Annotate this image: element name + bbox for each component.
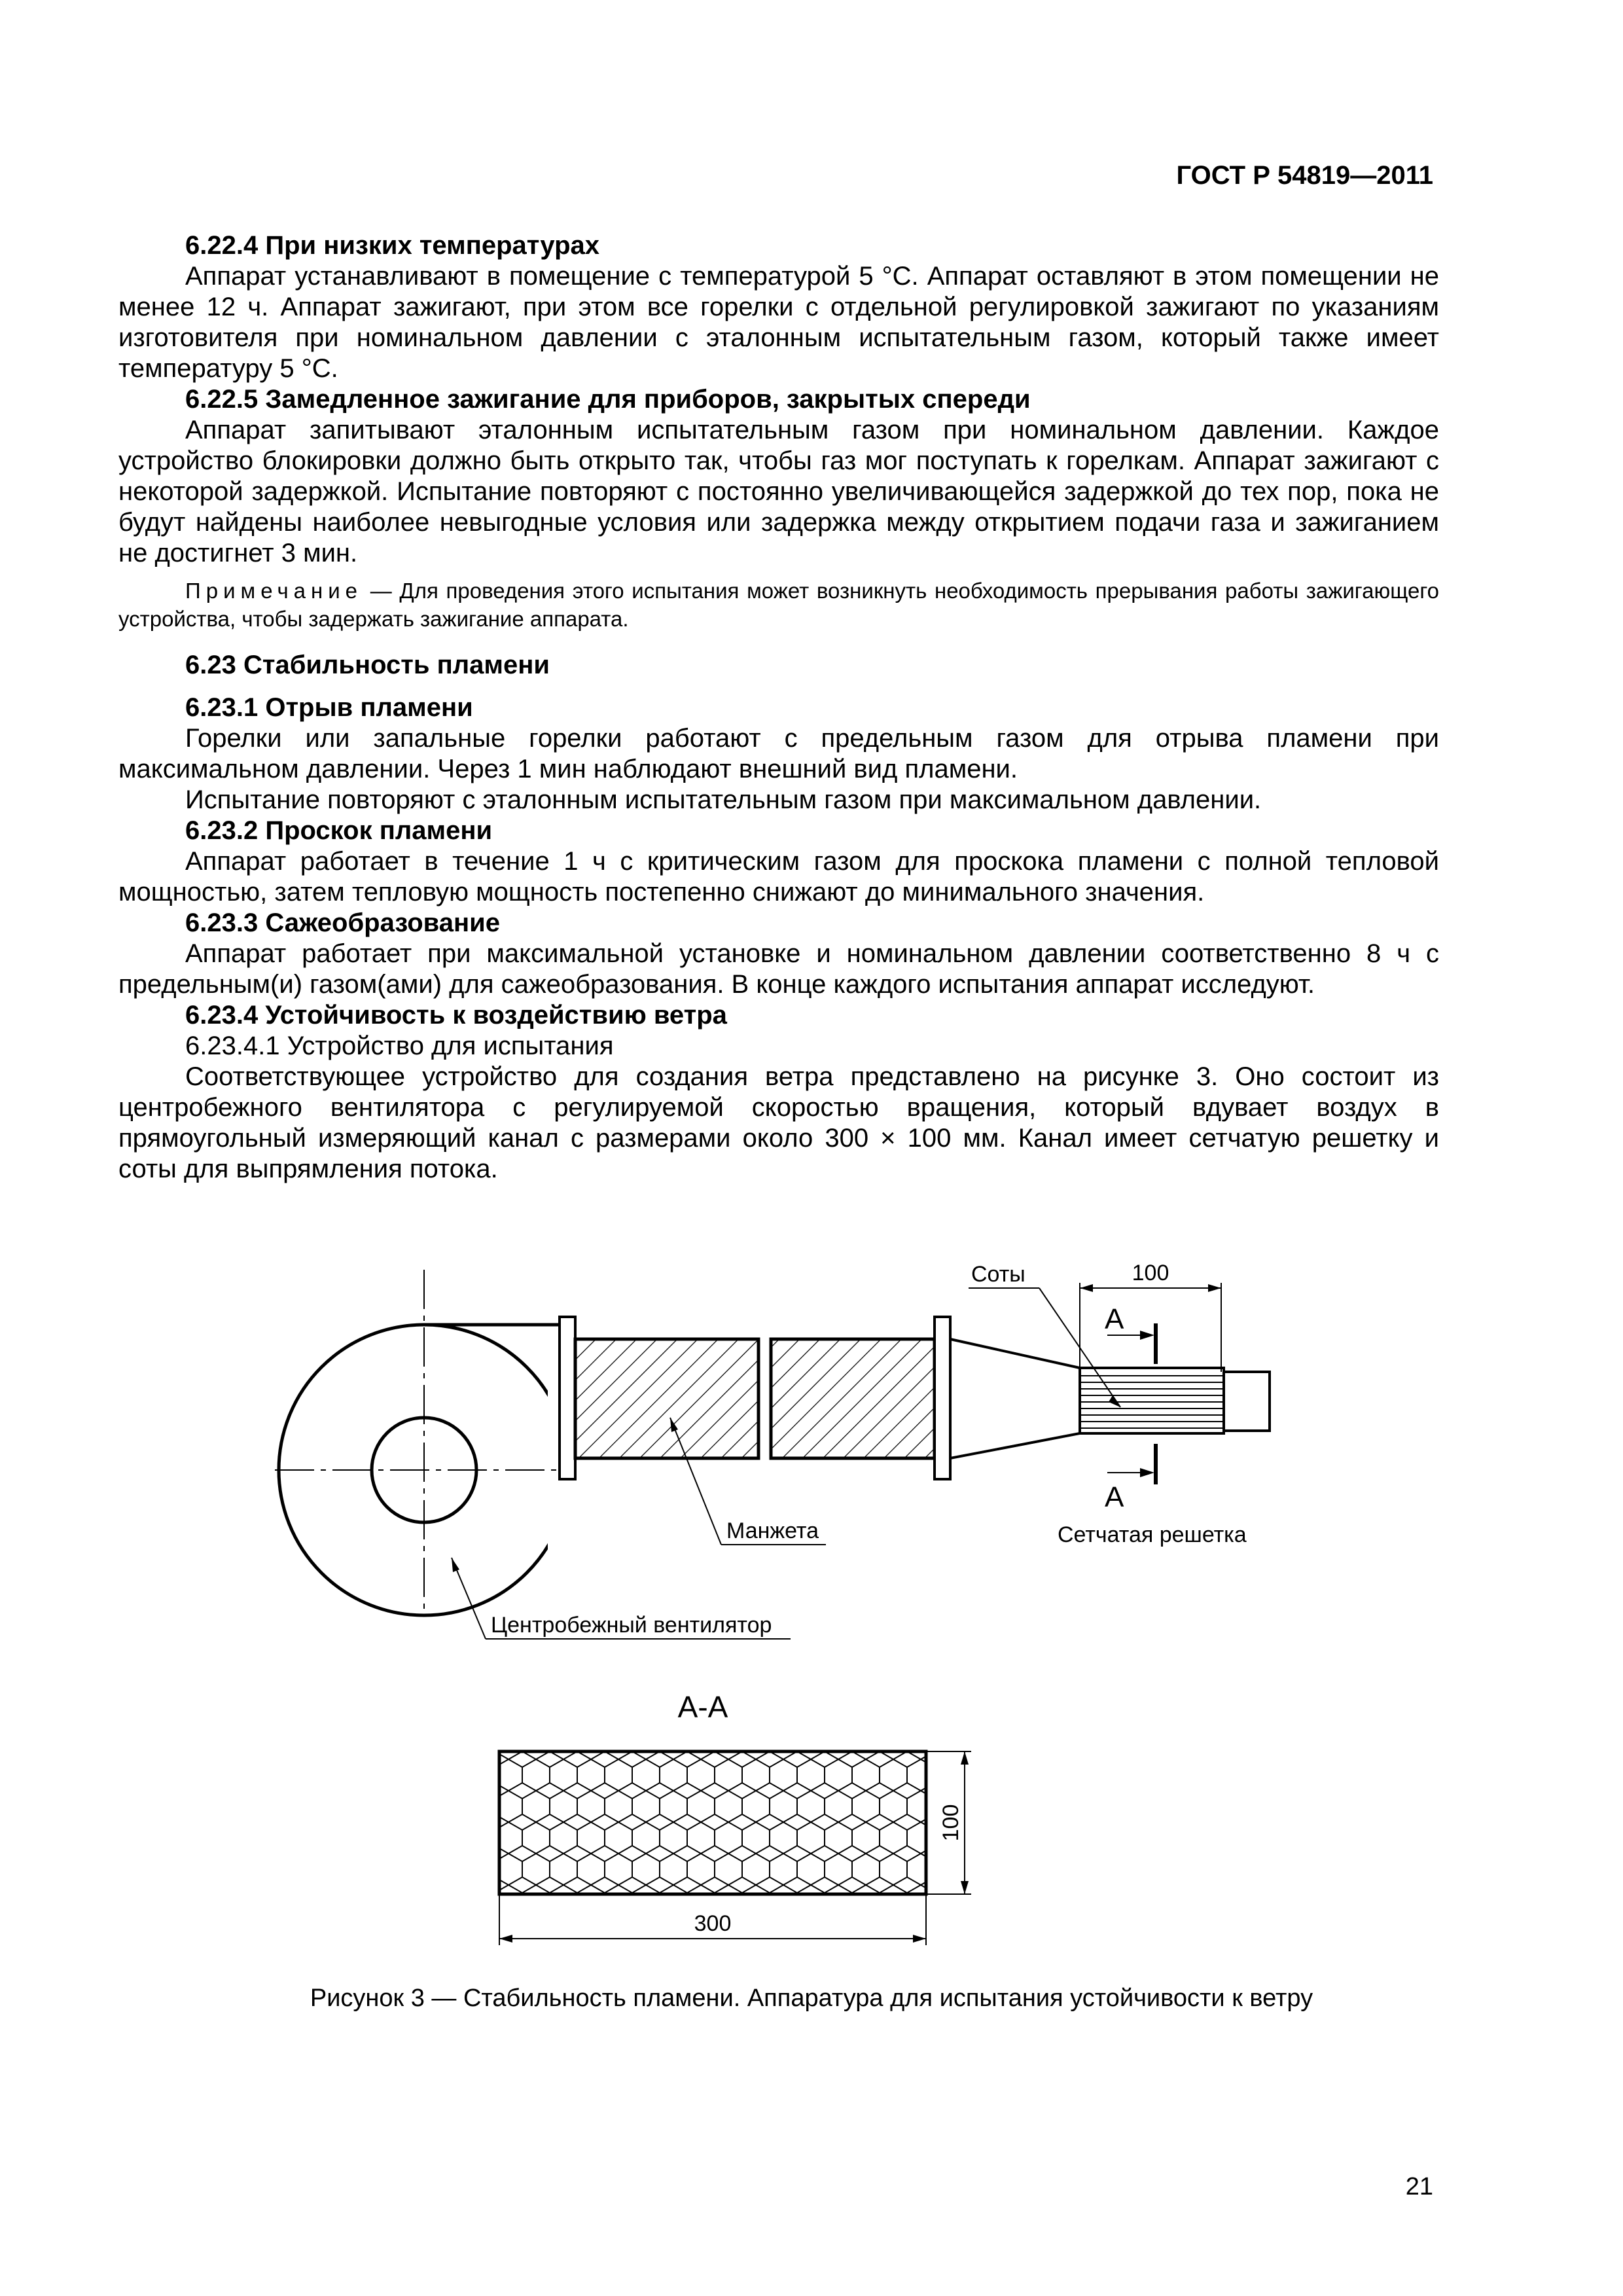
mesh-label: Сетчатая решетка — [1058, 1522, 1247, 1547]
section-6-23-4-1-title: 6.23.4.1 Устройство для испытания — [185, 1031, 614, 1060]
page-number: 21 — [1405, 2173, 1433, 2200]
honeycomb-section — [1080, 1368, 1224, 1433]
section-mark-bottom: А — [1105, 1481, 1124, 1513]
section-6-23-2-title: 6.23.2 Проскок пламени — [185, 816, 493, 845]
outlet-duct — [1224, 1372, 1270, 1431]
dim-arrow-top-right — [1208, 1284, 1221, 1292]
note-label: Примечание — [185, 579, 363, 603]
bottom-dim-arrow-left — [499, 1935, 512, 1943]
fan-label: Центробежный вентилятор — [491, 1613, 772, 1638]
section-6-22-4-title: 6.22.4 При низких температурах — [185, 231, 600, 260]
dim-100-top-label: 100 — [1132, 1261, 1169, 1285]
cuff-right — [771, 1339, 935, 1458]
section-arrow-top-head — [1140, 1331, 1154, 1340]
section-6-23-title: 6.23 Стабильность пламени — [185, 651, 550, 679]
figure-caption: Рисунок 3 — Стабильность пламени. Аппаратура для испытания устойчивости к ветру — [310, 1984, 1313, 2012]
side-dim-arrow-bottom — [961, 1881, 969, 1894]
section-6-23-2-text: Аппарат работает в течение 1 ч с критическим газом для проскока пламени с полной тепловой мощностью, затем тепловую мощность постепенно снижают до минимального значения. — [118, 847, 1439, 906]
section-6-23-1-text2: Испытание повторяют с эталонным испытательным газом при максимальном давлении. — [185, 785, 1262, 814]
cuff-label: Манжета — [726, 1518, 819, 1543]
flange-left — [560, 1317, 575, 1479]
honeycomb-label: Соты — [971, 1262, 1026, 1287]
dim-100-side-label: 100 — [938, 1804, 963, 1842]
section-6-23-1-text1: Горелки или запальные горелки работают с предельным газом для отрыва пламени при максимальном давлении. Через 1 мин наблюдают внешний вид пламени. — [118, 724, 1439, 783]
hex-grid — [499, 1751, 926, 1894]
section-6-22-4-text: Аппарат устанавливают в помещение с температурой 5 °С. Аппарат оставляют в этом помещении не менее 12 ч. Аппарат зажигают, при этом все горелки с отдельной регулировкой зажигают по указаниям изготовителя при номинальном давлении с эталонным испытательным газом, который также имеет температуру 5 °С. — [118, 262, 1439, 383]
section-6-23-3-title: 6.23.3 Сажеобразование — [185, 908, 500, 937]
section-6-23-1-title: 6.23.1 Отрыв пламени — [185, 693, 473, 722]
section-mark-top: А — [1105, 1303, 1124, 1335]
cuff-left — [575, 1339, 758, 1458]
side-dim-arrow-top — [961, 1751, 969, 1765]
note-text: — Для проведения этого испытания может возникнуть необходимость прерывания работы зажигающего устройства, чтобы задержать зажигание аппарата. — [118, 579, 1439, 631]
document-id: ГОСТ Р 54819—2011 — [1176, 161, 1433, 190]
dim-arrow-top-left — [1080, 1284, 1093, 1292]
dim-300-label: 300 — [694, 1911, 732, 1936]
diffuser-cone — [950, 1339, 1080, 1458]
flange-right — [935, 1317, 950, 1479]
section-6-22-5-text: Аппарат запитывают эталонным испытательным газом при номинальном давлении. Каждое устройство блокировки должно быть открыто так, чтобы газ мог поступать к горелкам. Аппарат зажигают с некоторой задержкой. Испытание повторяют с постоянно увеличивающейся задержкой до тех пор, пока не будут найдены наиболее невыгодные условия или задержка между открытием подачи газа и зажиганием не достигнет 3 мин. — [118, 416, 1439, 567]
section-6-23-3-text: Аппарат работает при максимальной установке и номинальном давлении соответственно 8 ч с предельным(и) газом(ами) для сажеобразования. В конце каждого испытания аппарат исследуют. — [118, 939, 1439, 999]
section-arrow-bottom-head — [1140, 1468, 1154, 1477]
section-title: А-А — [677, 1690, 728, 1724]
section-6-23-4-text: Соответствующее устройство для создания ветра представлено на рисунке 3. Оно состоит из центробежного вентилятора с регулируемой скоростью вращения, который вдувает воздух в прямоугольный измеряющий канал с размерами около 300 × 100 мм. Канал имеет сетчатую решетку и соты для выпрямления потока. — [118, 1062, 1439, 1183]
honeycomb-lines — [1080, 1376, 1224, 1428]
bottom-dim-arrow-right — [913, 1935, 926, 1943]
section-6-22-5-title: 6.22.5 Замедленное зажигание для приборов, закрытых спереди — [185, 385, 1031, 414]
section-6-23-4-title: 6.23.4 Устойчивость к воздействию ветра — [185, 1001, 727, 1030]
fan-leader-arrow — [452, 1558, 459, 1572]
